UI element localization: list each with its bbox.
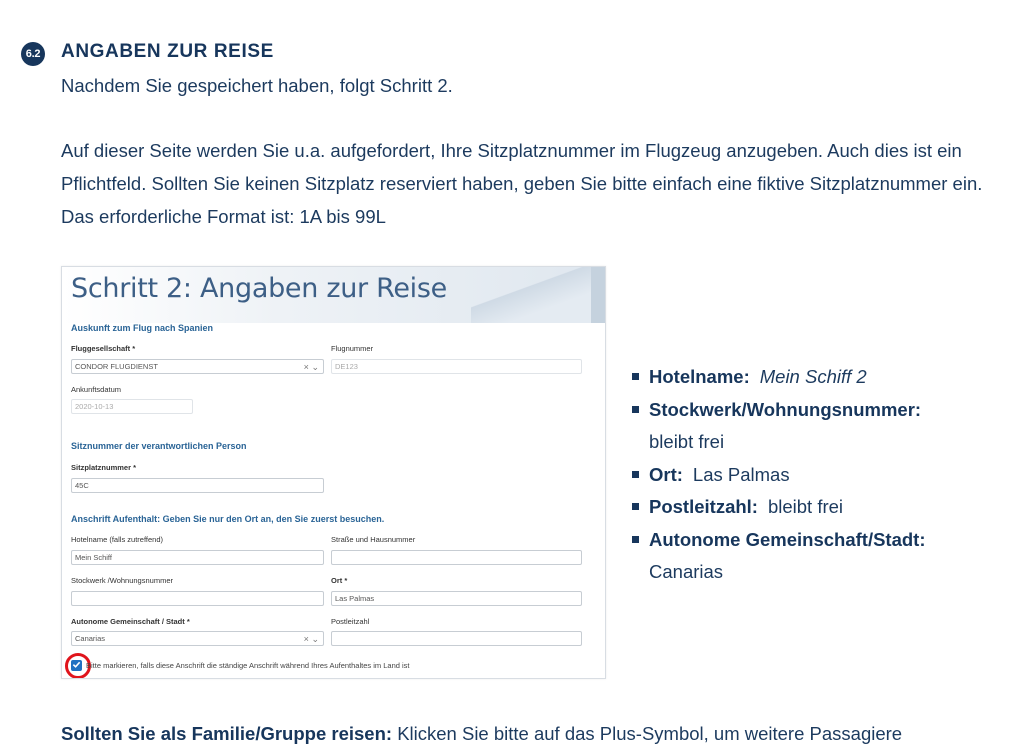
region-select[interactable] xyxy=(71,631,324,646)
flightno-label: Flugnummer xyxy=(331,344,374,353)
list-item-key: Stockwerk/Wohnungsnummer: xyxy=(649,398,922,420)
chevron-down-icon[interactable]: ⌄ xyxy=(311,634,319,644)
list-item-value: Canarias xyxy=(649,561,724,582)
instruction-paragraph: Auf dieser Seite werden Sie u.a. aufgefordert, Ihre Sitzplatznummer im Flugzeug anzugeben. Auch dies ist ein Pflichtfeld. Sollten Sie keinen Sitzplatz reserviert haben, geben Sie bitte einfach eine fiktive Sitzplatznummer ein. Das erforderliche Format ist: 1A bis 99L xyxy=(61,140,983,227)
header-edge-decoration xyxy=(591,267,605,323)
list-item xyxy=(632,394,992,459)
list-item-value: bleibt frei xyxy=(767,496,844,517)
chevron-down-icon[interactable]: ⌄ xyxy=(311,362,319,372)
list-item xyxy=(632,459,992,492)
family-group-text: Klicken Sie bitte auf das Plus-Symbol, um weitere Passagiere xyxy=(392,723,903,744)
zip-label: Postleitzahl xyxy=(331,617,370,626)
checkbox-label: Bitte markieren, falls diese Anschrift die ständige Anschrift während Ihres Aufenthaltes im Land ist xyxy=(86,661,410,670)
flightno-input[interactable]: DE123 xyxy=(331,359,582,374)
form-screenshot xyxy=(61,266,606,679)
seat-section-heading: Sitznummer der verantwortlichen Person xyxy=(71,441,247,451)
floor-label: Stockwerk /Wohnungsnummer xyxy=(71,576,173,585)
seat-label: Sitzplatznummer * xyxy=(71,463,137,472)
family-group-paragraph xyxy=(61,717,991,750)
list-item-key: Hotelname: xyxy=(649,366,750,387)
city-input[interactable]: Las Palmas xyxy=(331,591,582,606)
flight-section-heading: Auskunft zum Flug nach Spanien xyxy=(71,323,214,333)
header-decoration xyxy=(471,267,591,323)
screenshot-header xyxy=(62,267,605,323)
street-input[interactable] xyxy=(331,550,582,565)
region-value: Canarias xyxy=(75,634,106,643)
list-item xyxy=(632,361,992,394)
arrival-input[interactable]: 2020-10-13 xyxy=(71,399,193,414)
hotel-label: Hotelname (falls zutreffend) xyxy=(71,535,163,544)
street-label: Straße und Hausnummer xyxy=(331,535,416,544)
address-section-heading: Anschrift Aufenthalt: Geben Sie nur den Ort an, den Sie zuerst besuchen. xyxy=(71,514,385,524)
region-controls xyxy=(304,632,319,646)
city-label: Ort * xyxy=(331,576,348,585)
list-item-value: Mein Schiff 2 xyxy=(759,366,867,387)
clear-icon[interactable]: × xyxy=(303,362,309,372)
arrival-label: Ankunftsdatum xyxy=(71,385,122,394)
intro-text: Nachdem Sie gespeichert haben, folgt Schritt 2. xyxy=(61,75,453,96)
seat-input[interactable]: 45C xyxy=(71,478,324,493)
airline-select[interactable] xyxy=(71,359,324,374)
family-group-heading: Sollten Sie als Familie/Gruppe reisen: xyxy=(61,723,393,744)
airline-value: CONDOR FLUGDIENST xyxy=(75,362,158,371)
region-label: Autonome Gemeinschaft / Stadt * xyxy=(71,617,190,626)
clear-icon[interactable]: × xyxy=(303,634,309,644)
field-instructions-list xyxy=(632,361,992,589)
hotel-input[interactable]: Mein Schiff xyxy=(71,550,324,565)
list-item-value: Las Palmas xyxy=(692,463,790,485)
screenshot-title: Schritt 2: Angaben zur Reise xyxy=(71,273,447,304)
list-item xyxy=(632,524,992,589)
floor-input[interactable] xyxy=(71,591,324,606)
section-number-badge: 6.2 xyxy=(21,42,45,66)
section-title: ANGABEN ZUR REISE xyxy=(61,41,274,62)
list-item-value: bleibt frei xyxy=(649,431,725,452)
list-item-key: Postleitzahl: xyxy=(649,496,758,517)
zip-input[interactable] xyxy=(331,631,582,646)
airline-label: Fluggesellschaft * xyxy=(71,344,136,353)
airline-controls xyxy=(304,360,319,374)
list-item-key: Ort: xyxy=(649,463,683,485)
list-item xyxy=(632,491,992,524)
list-item-key: Autonome Gemeinschaft/Stadt: xyxy=(649,528,926,550)
